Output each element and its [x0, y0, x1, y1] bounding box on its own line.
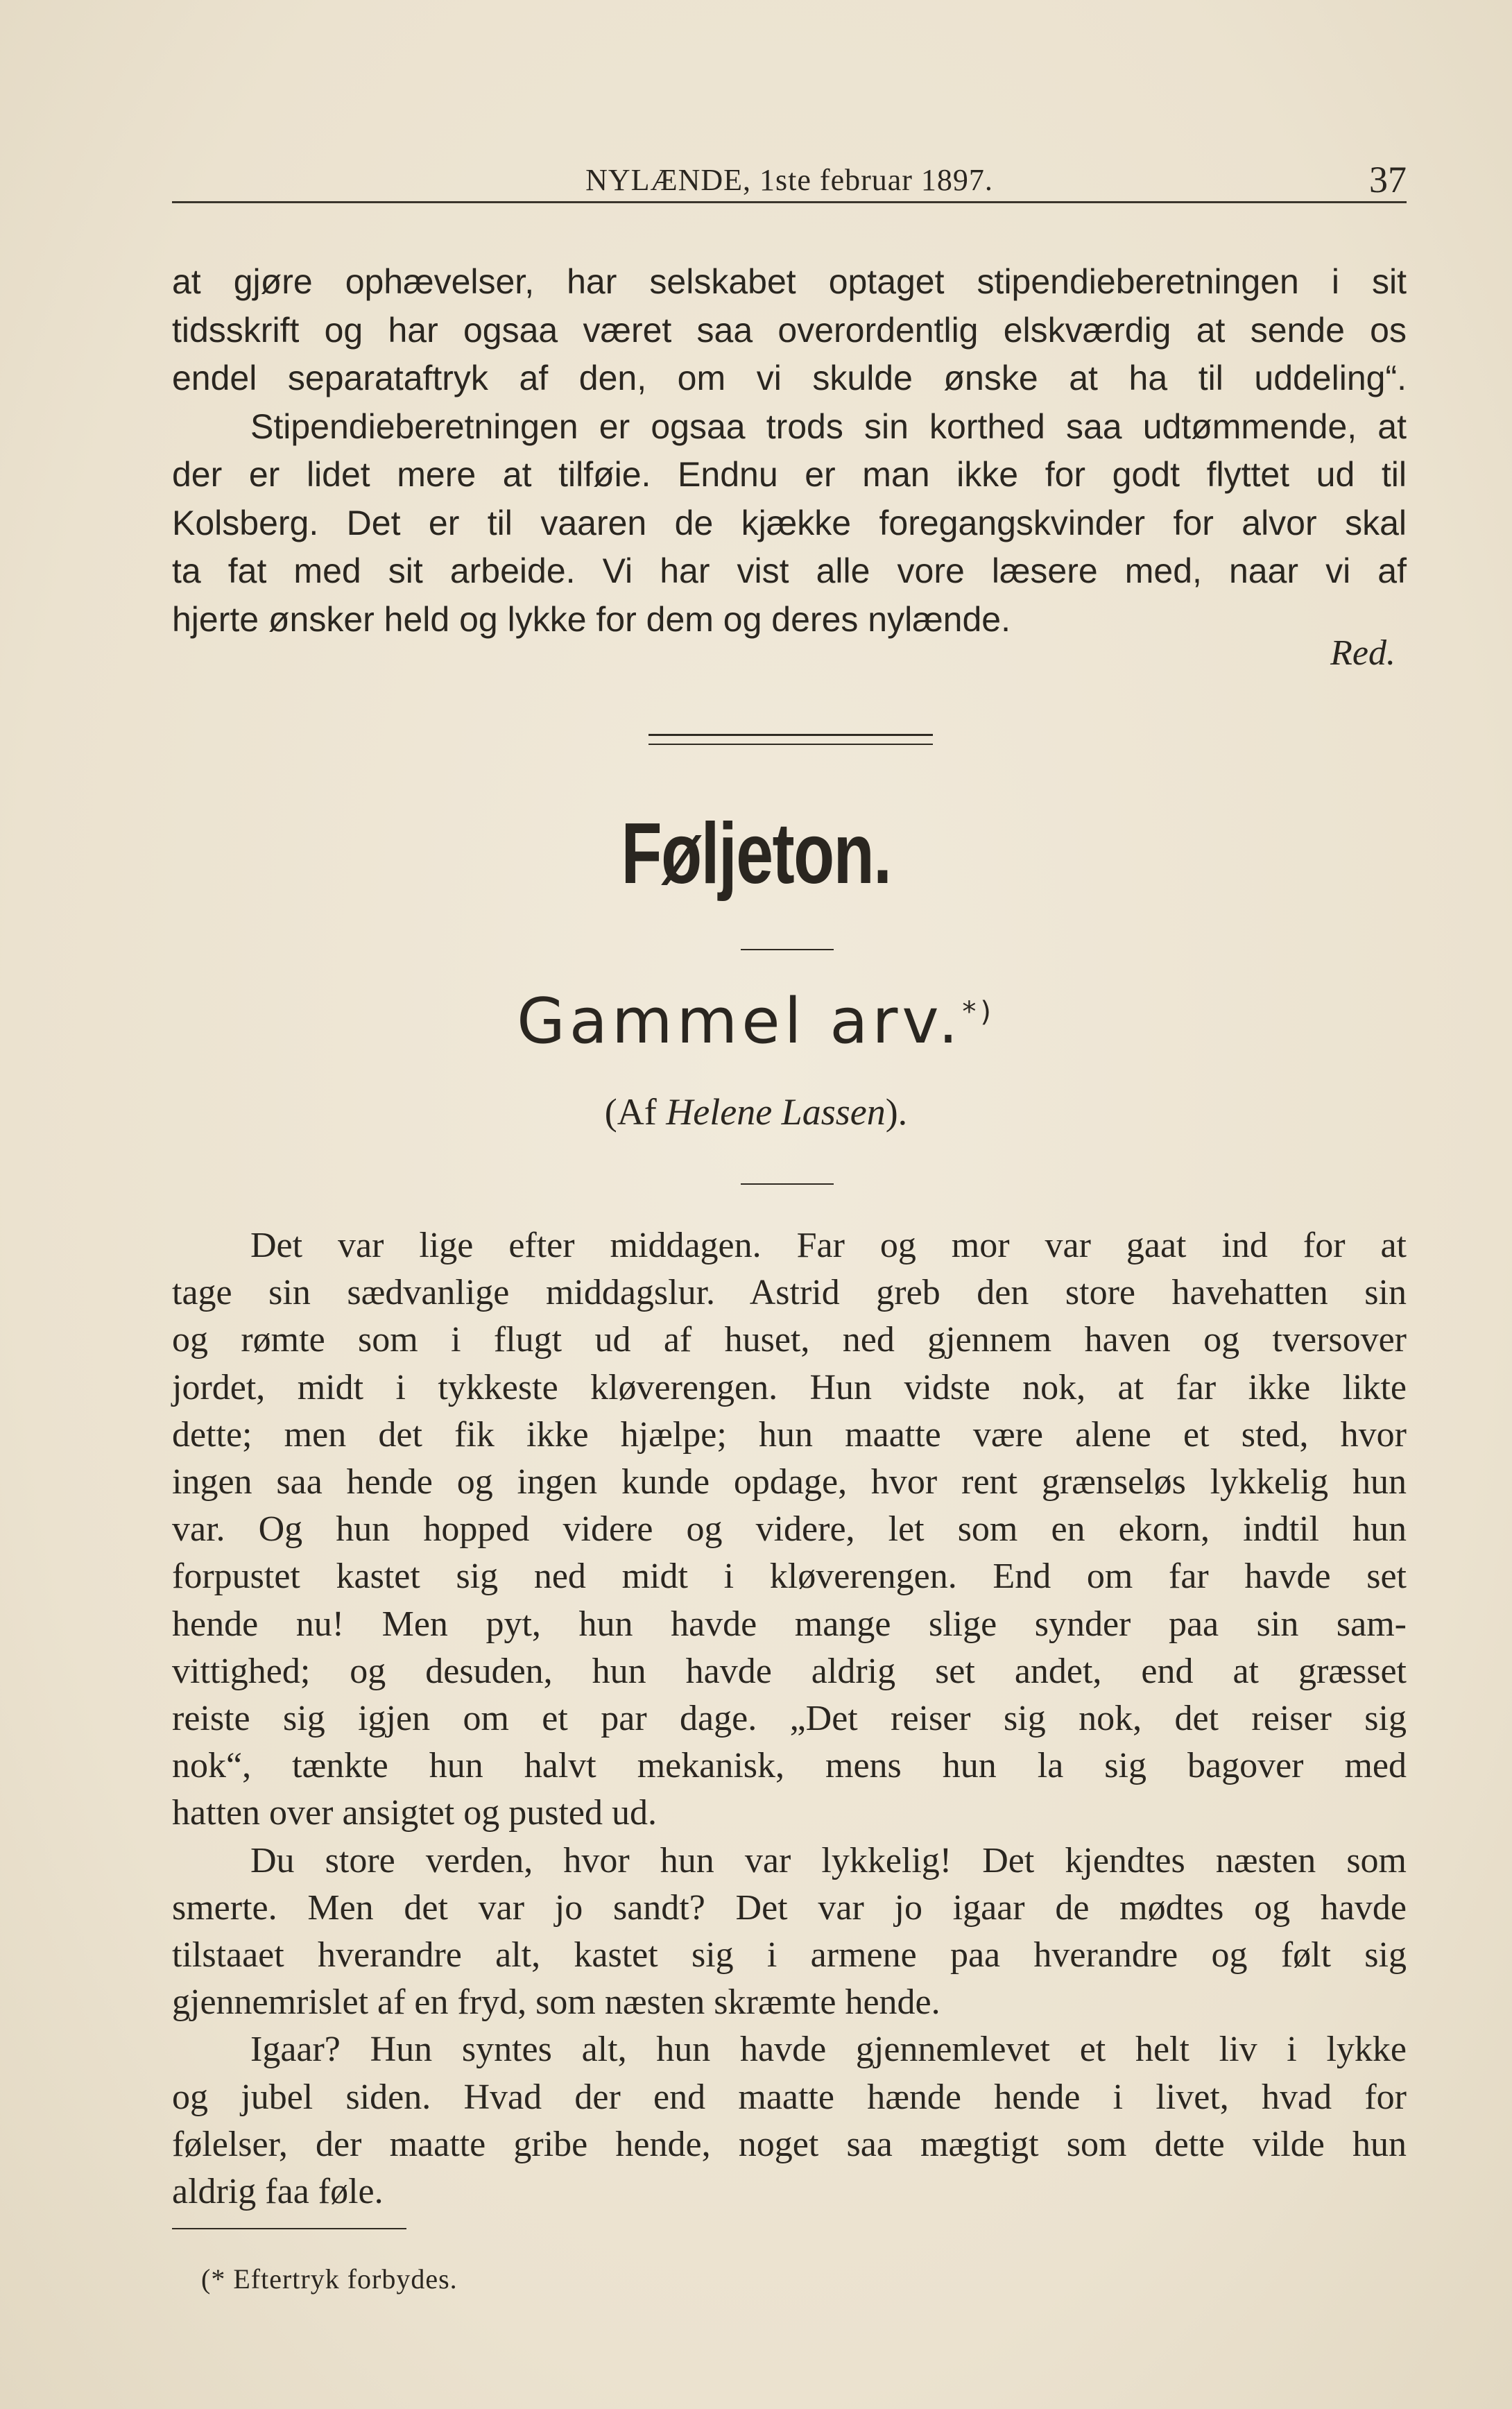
- text-line: at gjøre ophævelser, har selskabet optaget stipendieberetningen i sit: [172, 262, 1407, 301]
- text-line: hjerte ønsker held og lykke for dem og deres nylænde.: [172, 599, 1011, 639]
- intro-paragraph-2: [172, 403, 1407, 644]
- section-divider-top: [648, 734, 933, 736]
- text-line: hatten over ansigtet og pusted ud.: [172, 1793, 657, 1833]
- running-header: [172, 158, 1407, 200]
- text-line: Stipendieberetningen er ogsaa trods sin korthed saa udtømmende, at: [250, 406, 1407, 446]
- author-name: Helene Lassen: [666, 1091, 886, 1133]
- text-line: der er lidet mere at tilføie. Endnu er man ikke for godt flyttet ud til: [172, 455, 1407, 494]
- intro-text: [172, 258, 1407, 644]
- text-line: tilstaaet hverandre alt, kastet sig i armene paa hverandre og følt sig: [172, 1935, 1407, 1975]
- byline-prefix: (Af: [604, 1091, 667, 1133]
- section-divider-bottom: [648, 744, 933, 745]
- story-paragraph-2: [172, 1837, 1407, 2027]
- text-line: Kolsberg. Det er til vaaren de kjække foregangskvinder for alvor skal: [172, 503, 1407, 542]
- short-rule: [741, 949, 834, 950]
- text-line: tage sin sædvanlige middagslur. Astrid greb den store havehatten sin: [172, 1273, 1407, 1313]
- text-line: nok“, tænkte hun halvt mekanisk, mens hun la sig bagover med: [172, 1746, 1407, 1786]
- footnote: (* Eftertryk forbydes.: [201, 2263, 458, 2295]
- story-paragraph-1: [172, 1222, 1407, 1837]
- header-rule: [172, 201, 1407, 203]
- text-line: Du store verden, hvor hun var lykkelig! Det kjendtes næsten som: [250, 1840, 1407, 1880]
- text-line: smerte. Men det var jo sandt? Det var jo igaar de mødtes og havde: [172, 1887, 1407, 1928]
- signature: Red.: [1330, 633, 1395, 673]
- text-line: dette; men det fik ikke hjælpe; hun maatte være alene et sted, hvor: [172, 1414, 1407, 1455]
- text-line: og rømte som i flugt ud af huset, ned gjennem haven og tversover: [172, 1320, 1407, 1360]
- page-number: 37: [1369, 159, 1407, 200]
- text-line: følelser, der maatte gribe hende, noget saa mægtigt som dette vilde hun: [172, 2124, 1407, 2164]
- running-title: NYLÆNDE, 1ste februar 1897.: [585, 163, 993, 197]
- text-line: reiste sig igjen om et par dage. „Det reiser sig nok, det reiser sig: [172, 1699, 1407, 1739]
- text-line: aldrig faa føle.: [172, 2172, 384, 2212]
- text-line: tidsskrift og har ogsaa været saa overordentlig elskværdig at sende os: [172, 310, 1407, 350]
- text-line: Igaar? Hun syntes alt, hun havde gjennemlevet et helt liv i lykke: [250, 2030, 1407, 2070]
- section-title: Føljeton.: [621, 806, 891, 902]
- text-line: ta fat med sit arbeide. Vi har vist alle vore læsere med, naar vi af: [172, 551, 1407, 590]
- story-text: [172, 1222, 1407, 2215]
- footnote-marker: *): [962, 996, 995, 1028]
- byline: [0, 1090, 1512, 1133]
- text-line: Det var lige efter middagen. Far og mor var gaat ind for at: [250, 1226, 1407, 1265]
- text-line: var. Og hun hopped videre og videre, let som en ekorn, indtil hun: [172, 1509, 1407, 1550]
- text-line: vittighed; og desuden, hun havde aldrig set andet, end at græsset: [172, 1651, 1407, 1691]
- text-line: gjennemrislet af en fryd, som næsten skræmte hende.: [172, 1982, 940, 2023]
- text-line: ingen saa hende og ingen kunde opdage, hvor rent grænseløs lykkelig hun: [172, 1462, 1407, 1502]
- story-paragraph-3: [172, 2026, 1407, 2215]
- text-line: endel separataftryk af den, om vi skulde ønske at ha til uddeling“.: [172, 359, 1407, 397]
- footnote-rule: [172, 2228, 406, 2229]
- text-line: jordet, midt i tykkeste kløverengen. Hun vidste nok, at far ikke likte: [172, 1367, 1407, 1407]
- story-title-text: Gammel arv.: [517, 985, 963, 1058]
- short-rule: [741, 1183, 834, 1185]
- text-line: forpustet kastet sig ned midt i kløverengen. End om far havde set: [172, 1557, 1407, 1597]
- intro-paragraph-1: [172, 258, 1407, 403]
- text-line: og jubel siden. Hvad der end maatte hænde hende i livet, hvad for: [172, 2077, 1407, 2117]
- text-line: hende nu! Men pyt, hun havde mange slige synder paa sin sam-: [172, 1604, 1407, 1644]
- story-title: [0, 985, 1512, 1058]
- byline-suffix: ).: [885, 1091, 908, 1133]
